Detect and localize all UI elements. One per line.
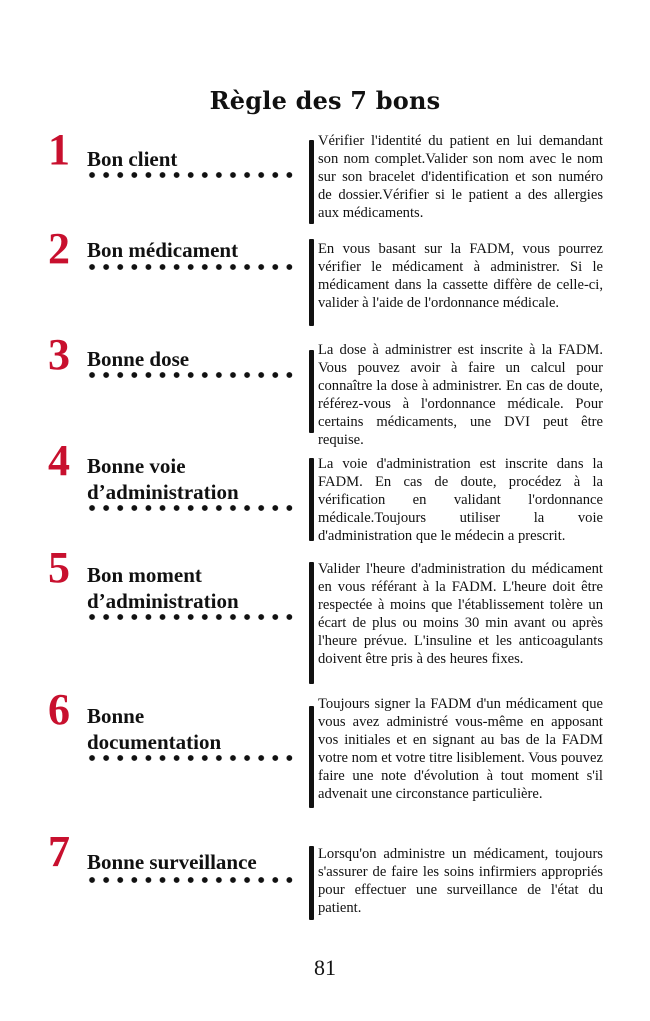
dotted-leader (85, 754, 297, 762)
rule-number: 6 (48, 685, 70, 734)
rule-number: 7 (48, 827, 70, 876)
rule-description: En vous basant sur la FADM, vous pourrez vérifier le médicament à administrer. Si le médicament dans la cassette diffère de celle-ci, valider à l'aide de l'ordonnance médicale. (318, 241, 603, 311)
rule-name: Bon moment d’administration (87, 563, 239, 613)
rule-description: Toujours signer la FADM d'un médicament que vous avez administré vous-même en apposant vos initiales et en signant au bas de la FADM votre nom et votre titre lisiblement. Vous pouvez faire une note d'évolution à tout moment s'il advenait une circonstance particulière. (318, 696, 603, 802)
dotted-leader (85, 504, 297, 512)
rule-description: Vérifier l'identité du patient en lui demandant son nom complet.Valider son nom avec le nom sur son bracelet d'identification et son numéro de dossier.Vérifier si le patient a des allergies aux médicaments. (318, 133, 603, 221)
rule-number: 3 (48, 330, 70, 379)
vertical-bar (309, 706, 314, 808)
vertical-bar (309, 239, 314, 326)
dotted-leader (85, 876, 297, 884)
rule-number: 1 (48, 125, 70, 174)
rule-description: La dose à administrer est inscrite à la FADM. Vous pouvez avoir à faire un calcul pour connaître la dose à administrer. En cas de doute, référez-vous à l'ordonnance médicale. Pour certains médicaments, une DVI peut être requise. (318, 342, 603, 448)
rule-name: Bonne dose (87, 347, 190, 371)
rule-description: La voie d'administration est inscrite dans la FADM. En cas de doute, procédez à la vérification en validant l'ordonnance médicale.Toujours utiliser la voie d'administration que le médecin a prescrit. (318, 456, 603, 544)
rule-name: Bon client (87, 147, 178, 171)
page-number: 81 (314, 955, 336, 980)
rule-number: 2 (48, 224, 70, 273)
vertical-bar (309, 562, 314, 684)
vertical-bar (309, 350, 314, 433)
rule-name: Bonne surveillance (87, 850, 257, 874)
rule-number: 4 (48, 436, 70, 485)
vertical-bar (309, 846, 314, 920)
dotted-leader (85, 371, 297, 379)
rule-name: Bonne voie d’administration (87, 454, 239, 504)
vertical-bar (309, 458, 314, 541)
dotted-leader (85, 171, 297, 179)
dotted-leader (85, 613, 297, 621)
vertical-bar (309, 140, 314, 224)
page-title: Règle des 7 bons (209, 86, 441, 115)
rule-name: Bonne documentation (87, 704, 222, 754)
rule-description: Lorsqu'on administre un médicament, toujours s'assurer de faire les soins infirmiers appropriés pour effectuer une surveillance de l'état du patient. (318, 846, 603, 916)
rule-description: Valider l'heure d'administration du médicament en vous référant à la FADM. L'heure doit être respectée à moins que l'établissement tolère un écart de plus ou moins 30 min avant ou après l'heure prévue. L'insuline et les anticoagulants doivent être pris à des heures fixes. (318, 561, 603, 667)
rule-number: 5 (48, 543, 70, 592)
dotted-leader (85, 263, 297, 271)
rule-name: Bon médicament (87, 238, 239, 262)
